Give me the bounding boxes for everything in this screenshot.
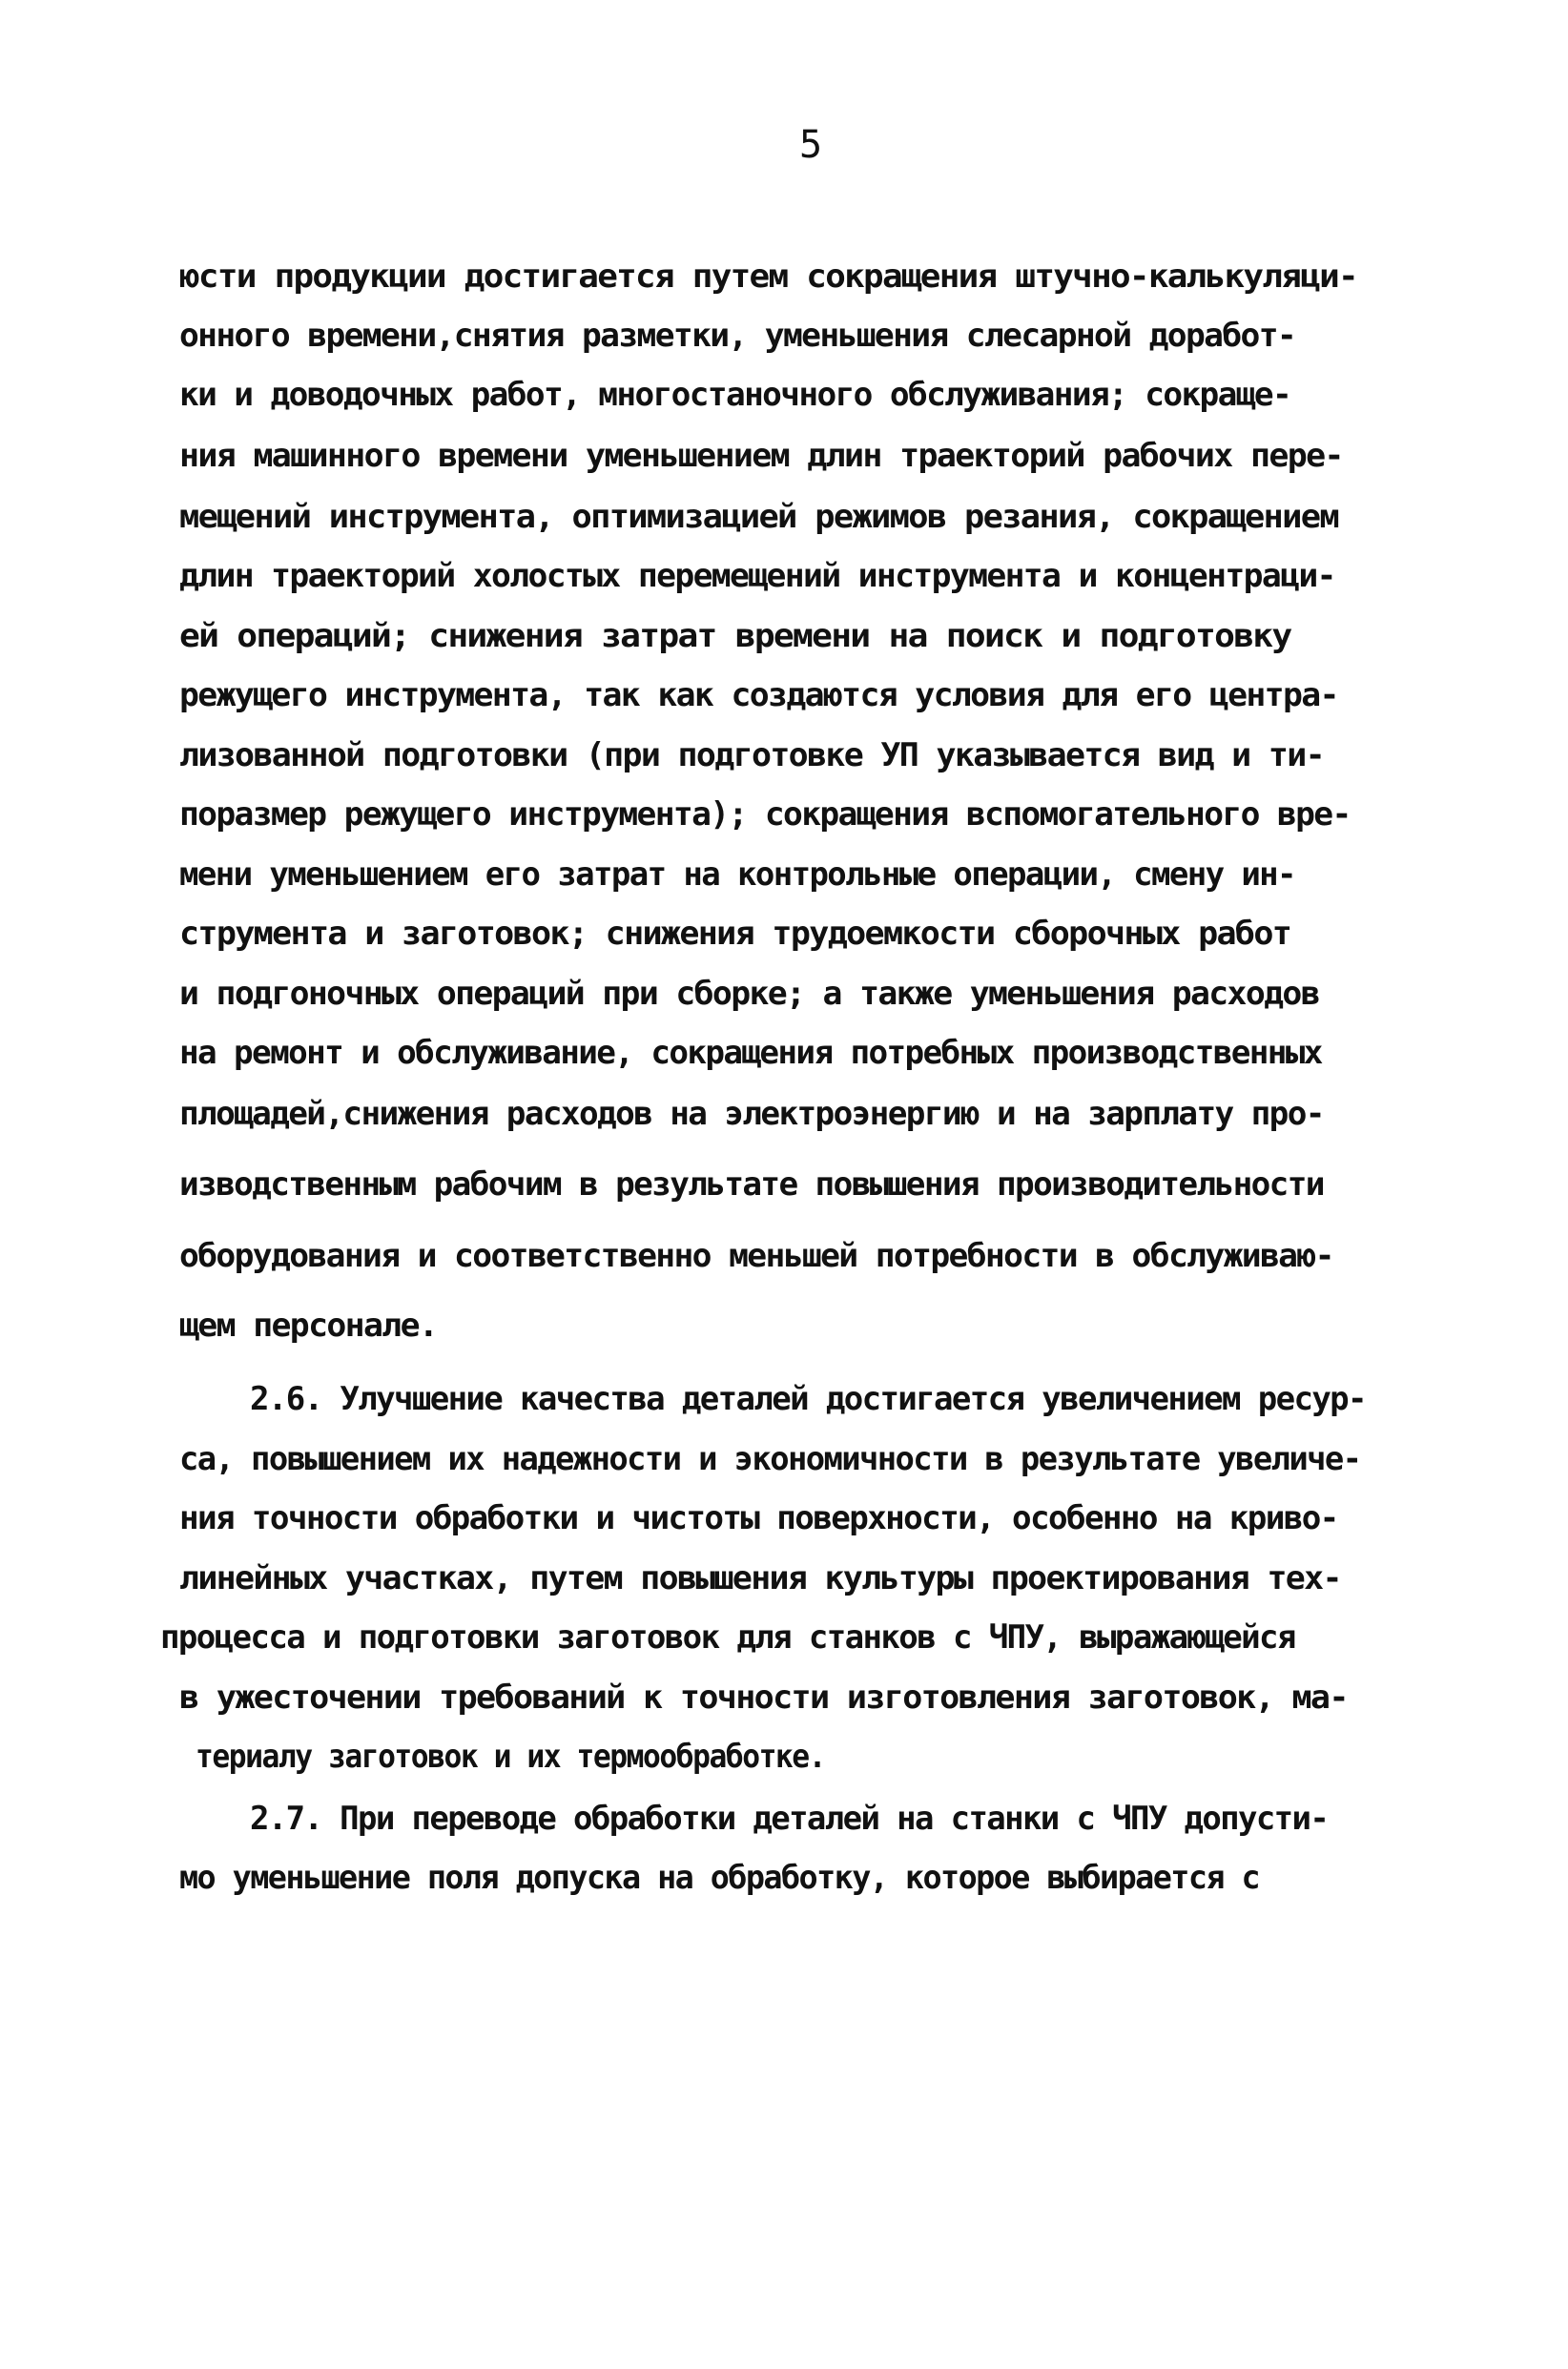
text-line: мени уменьшением его затрат на контрольные операции, смену ин- (179, 855, 1295, 894)
text-line: юсти продукции достигается путем сокращения штучно-калькуляци- (179, 258, 1357, 296)
page-number: 5 (799, 123, 823, 167)
text-line: щем персонале. (179, 1307, 438, 1345)
text-line: и подгоночных операций при сборке; а также уменьшения расходов (179, 975, 1319, 1013)
text-line: ей операций; снижения затрат времени на поиск и подготовку (179, 617, 1291, 655)
text-line: 2.6. Улучшение качества деталей достигается увеличением ресур- (250, 1380, 1366, 1418)
text-line: 2.7. При переводе обработки деталей на станки с ЧПУ допусти- (250, 1800, 1329, 1838)
text-line: площадей,снижения расходов на электроэнергию и на зарплату про- (179, 1095, 1324, 1133)
text-line: оборудования и соответственно меньшей потребности в обслуживаю- (179, 1237, 1333, 1275)
text-line: режущего инструмента, так как создаются условия для его центра- (179, 676, 1338, 714)
text-line: ния точности обработки и чистоты поверхности, особенно на криво- (179, 1499, 1338, 1537)
text-line: поразмер режущего инструмента); сокращения вспомогательного вре- (179, 795, 1351, 834)
text-line: струмента и заготовок; снижения трудоемкости сборочных работ (179, 915, 1291, 953)
text-line: длин траекторий холостых перемещений инструмента и концентраци- (179, 557, 1335, 595)
text-line: на ремонт и обслуживание, сокращения потребных производственных (179, 1034, 1322, 1072)
text-line: ки и доводочных работ, многостаночного обслуживания; сокраще- (179, 376, 1291, 414)
text-line: лизованной подготовки (при подготовке УП указывается вид и ти- (179, 736, 1324, 774)
text-line: линейных участках, путем повышения культуры проектирования тех- (179, 1559, 1341, 1597)
text-line: са, повышением их надежности и экономичности в результате увеличе- (179, 1440, 1361, 1478)
text-line: в ужесточении требований к точности изготовления заготовок, ма- (179, 1679, 1348, 1717)
text-line: териалу заготовок и их термообработке. (196, 1738, 826, 1776)
text-line: процесса и подготовки заготовок для станков с ЧПУ, выражающейся (160, 1618, 1295, 1657)
text-line: ния машинного времени уменьшением длин траекторий рабочих пере- (179, 437, 1343, 475)
text-line: изводственным рабочим в результате повышения производительности (179, 1165, 1324, 1204)
text-line: мещений инструмента, оптимизацией режимов резания, сокращением (179, 498, 1338, 536)
text-line: онного времени,снятия разметки, уменьшения слесарной доработ- (179, 317, 1296, 355)
text-line: мо уменьшение поля допуска на обработку, которое выбирается с (179, 1859, 1260, 1897)
